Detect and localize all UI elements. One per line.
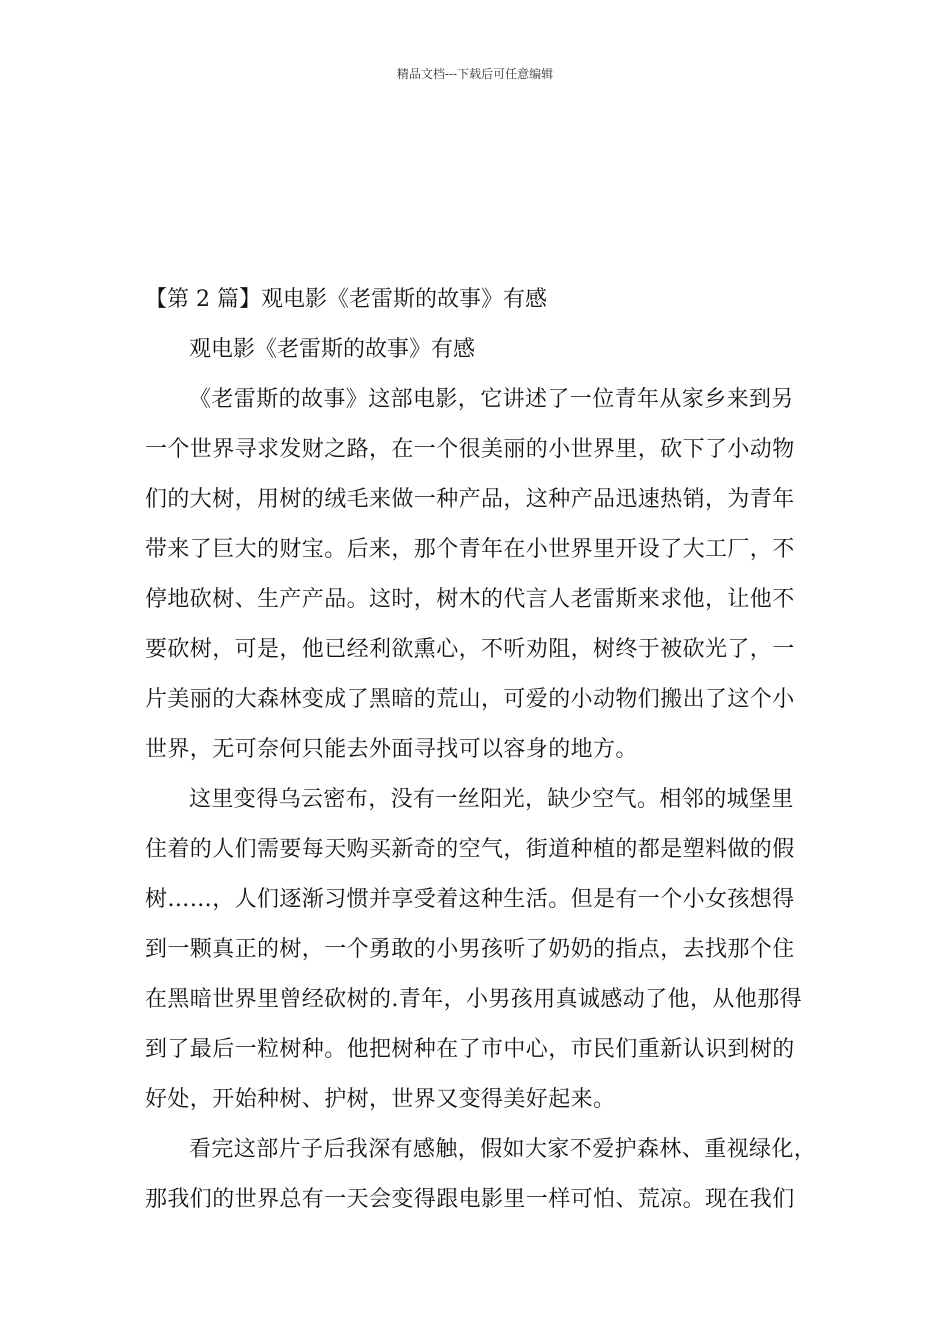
paragraph-3 bbox=[145, 1125, 817, 1225]
paragraph-line: 世界，无可奈何只能去外面寻找可以容身的地方。 bbox=[145, 737, 638, 762]
paragraph-line: 带来了巨大的财宝。后来，那个青年在小世界里开设了大工厂，不 bbox=[145, 537, 795, 562]
paragraph-line: 看完这部片子后我深有感触，假如大家不爱护森林、重视绿化， bbox=[189, 1137, 817, 1162]
paragraph-line: 那我们的世界总有一天会变得跟电影里一样可怕、荒凉。现在我们 bbox=[145, 1187, 795, 1212]
article-body bbox=[145, 282, 817, 1225]
paragraph-line: 住着的人们需要每天购买新奇的空气，街道种植的都是塑料做的假 bbox=[145, 837, 795, 862]
paragraph-line: 一个世界寻求发财之路，在一个很美丽的小世界里，砍下了小动物 bbox=[145, 437, 795, 462]
paragraph-line: 树……，人们逐渐习惯并享受着这种生活。但是有一个小女孩想得 bbox=[145, 887, 795, 912]
paragraph-2 bbox=[145, 775, 810, 1125]
article-heading: 【第 2 篇】观电影《老雷斯的故事》有感 bbox=[145, 287, 547, 312]
paragraph-line: 到一颗真正的树，一个勇敢的小男孩听了奶奶的指点，去找那个住 bbox=[145, 937, 795, 962]
paragraph-1 bbox=[145, 375, 810, 775]
paragraph-line: 要砍树，可是，他已经利欲熏心，不听劝阻，树终于被砍光了，一 bbox=[145, 637, 795, 662]
paragraph-line: 好处，开始种树、护树，世界又变得美好起来。 bbox=[145, 1087, 616, 1112]
paragraph-line: 在黑暗世界里曾经砍树的.青年，小男孩用真诚感动了他，从他那得 bbox=[145, 987, 802, 1012]
paragraph-line: 们的大树，用树的绒毛来做一种产品，这种产品迅速热销，为青年 bbox=[145, 487, 795, 512]
paragraph-line: 《老雷斯的故事》这部电影，它讲述了一位青年从家乡来到另 bbox=[189, 387, 794, 412]
article-subtitle: 观电影《老雷斯的故事》有感 bbox=[189, 337, 476, 362]
paragraph-line: 停地砍树、生产产品。这时，树木的代言人老雷斯来求他，让他不 bbox=[145, 587, 795, 612]
paragraph-line: 到了最后一粒树种。他把树种在了市中心，市民们重新认识到树的 bbox=[145, 1037, 795, 1062]
page-header-watermark: 精品文档---下载后可任意编辑 bbox=[396, 67, 554, 81]
paragraph-line: 片美丽的大森林变成了黑暗的荒山，可爱的小动物们搬出了这个小 bbox=[145, 687, 795, 712]
paragraph-line: 这里变得乌云密布，没有一丝阳光，缺少空气。相邻的城堡里 bbox=[189, 787, 794, 812]
